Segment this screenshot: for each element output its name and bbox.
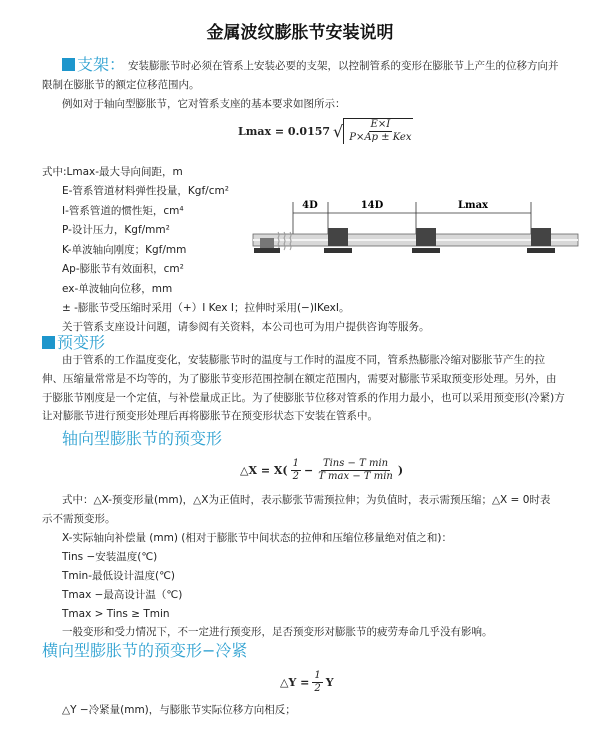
label-4d: 4D: [302, 200, 318, 211]
support-intro-1: 安装膨胀节时必须在管系上安装必要的支架，以控制管系的变形在膨胀节上产生的位移方向并: [128, 60, 559, 72]
para-line: 于膨胀节刚度是一个定值，与补偿量成正比。为了使膨胀节位移对管系的作用力最小，也可以采用预变形(冷紧)方: [42, 392, 565, 404]
axial-line: X-实际轴向补偿量 (mm) (相对于膨胀节中间状态的拉伸和压缩位移量绝对值之和)：: [62, 532, 452, 544]
square-bullet-icon: [42, 336, 55, 349]
lateral-line: △Y −冷紧量(mm)，与膨胀节实际位移方向相反；: [62, 704, 296, 716]
subheading-axial: 轴向型膨胀节的预变形: [62, 429, 223, 448]
lateral-formula: [280, 670, 334, 695]
formula-denominator: P×Ap ± Kex: [349, 132, 412, 143]
def-line: Ap-膨胀节有效面积，cm²: [62, 263, 184, 275]
page-title: 金属波纹膨胀节安装说明: [206, 23, 394, 43]
minus: −: [303, 464, 314, 477]
half-num: 1: [314, 670, 321, 681]
axial-formula: [240, 458, 403, 483]
pipe-support-diagram: [248, 190, 588, 265]
formula-lhs: △X = X(: [240, 464, 288, 477]
half-den: 2: [314, 683, 321, 694]
subheading-lateral: 横向型膨胀节的预变形−冷紧: [42, 641, 248, 660]
section-heading-support: [62, 55, 125, 75]
support-intro-2: 限制在膨胀节的额定位移范围内。: [42, 79, 200, 91]
support-example: 例如对于轴向型膨胀节，它对管系支座的基本要求如图所示：: [62, 98, 346, 110]
formula-numerator: E×I: [370, 119, 391, 130]
heading-text: 预变形: [57, 333, 106, 352]
def-line: K-单波轴向刚度；Kgf/mm: [62, 244, 187, 256]
label-14d: 14D: [360, 200, 384, 211]
section-heading-predeform: [42, 333, 105, 353]
para-line: 伸、压缩量常常是不均等的，为了膨胀节变形范围控制在额定范围内，需要对膨胀节采取预变形处理。另外，由: [42, 373, 557, 385]
para-line: 由于管系的工作温度变化，安装膨胀节时的温度与工作时的温度不同，管系热膨胀冷缩对膨胀节产生的拉: [62, 354, 545, 366]
def-line: ± -膨胀节受压缩时采用（+）I Kex I；拉伸时采用(−)IKexI。: [62, 302, 350, 314]
formula-lhs: Lmax = 0.0157: [238, 124, 331, 138]
formula-lhs: △Y =: [280, 676, 310, 689]
formula-end: ): [397, 464, 404, 477]
def-line: E-管系管道材料弹性投量，Kgf/cm²: [62, 185, 229, 197]
def-line: 关于管系支座设计问题，请参阅有关资料，本公司也可为用户提供咨询等服务。: [62, 321, 430, 333]
def-line: P-设计压力，Kgf/mm²: [62, 224, 170, 236]
def-line: I-管系管道的惯性矩，cm⁴: [62, 205, 184, 217]
axial-line: 一般变形和受力情况下，不一定进行预变形，足否预变形对膨胀节的疲劳寿命几乎没有影响。: [62, 626, 493, 638]
formula-rhs: Y: [325, 676, 334, 689]
square-bullet-icon: [62, 58, 75, 71]
def-line: 式中:Lmax-最大导向间距，m: [42, 166, 183, 178]
axial-line: Tmin-最低设计温度(℃): [62, 570, 175, 582]
axial-line: Tmax −最高设计温（℃): [62, 589, 183, 601]
para-line: 让对膨胀节进行预变形处理后再将膨胀节在预变形状态下安装在管系中。: [42, 410, 378, 422]
lmax-formula: Lmax = 0.0157 √ $\frac{E\times I}{\text{P×Ap ± Kex}}$: [238, 119, 412, 143]
frac-den: T max − T min: [318, 471, 393, 482]
half-num: 1: [292, 458, 299, 469]
label-lmax: Lmax: [457, 200, 489, 211]
axial-line: 式中：△X-预变形量(mm)，△X为正值时，表示膨张节需预拉伸；为负值时，表示需预压缩；△X = 0时表: [62, 494, 551, 506]
def-line: ex-单波轴向位移，mm: [62, 283, 173, 295]
axial-line: 示不需预变形。: [42, 513, 116, 525]
half-den: 2: [292, 471, 299, 482]
frac-num: Tins − T min: [322, 458, 389, 469]
axial-line: Tmax > Tins ≥ Tmin: [62, 608, 170, 620]
heading-text: 支架：: [77, 55, 126, 74]
axial-line: Tins −安装温度(℃): [62, 551, 158, 563]
